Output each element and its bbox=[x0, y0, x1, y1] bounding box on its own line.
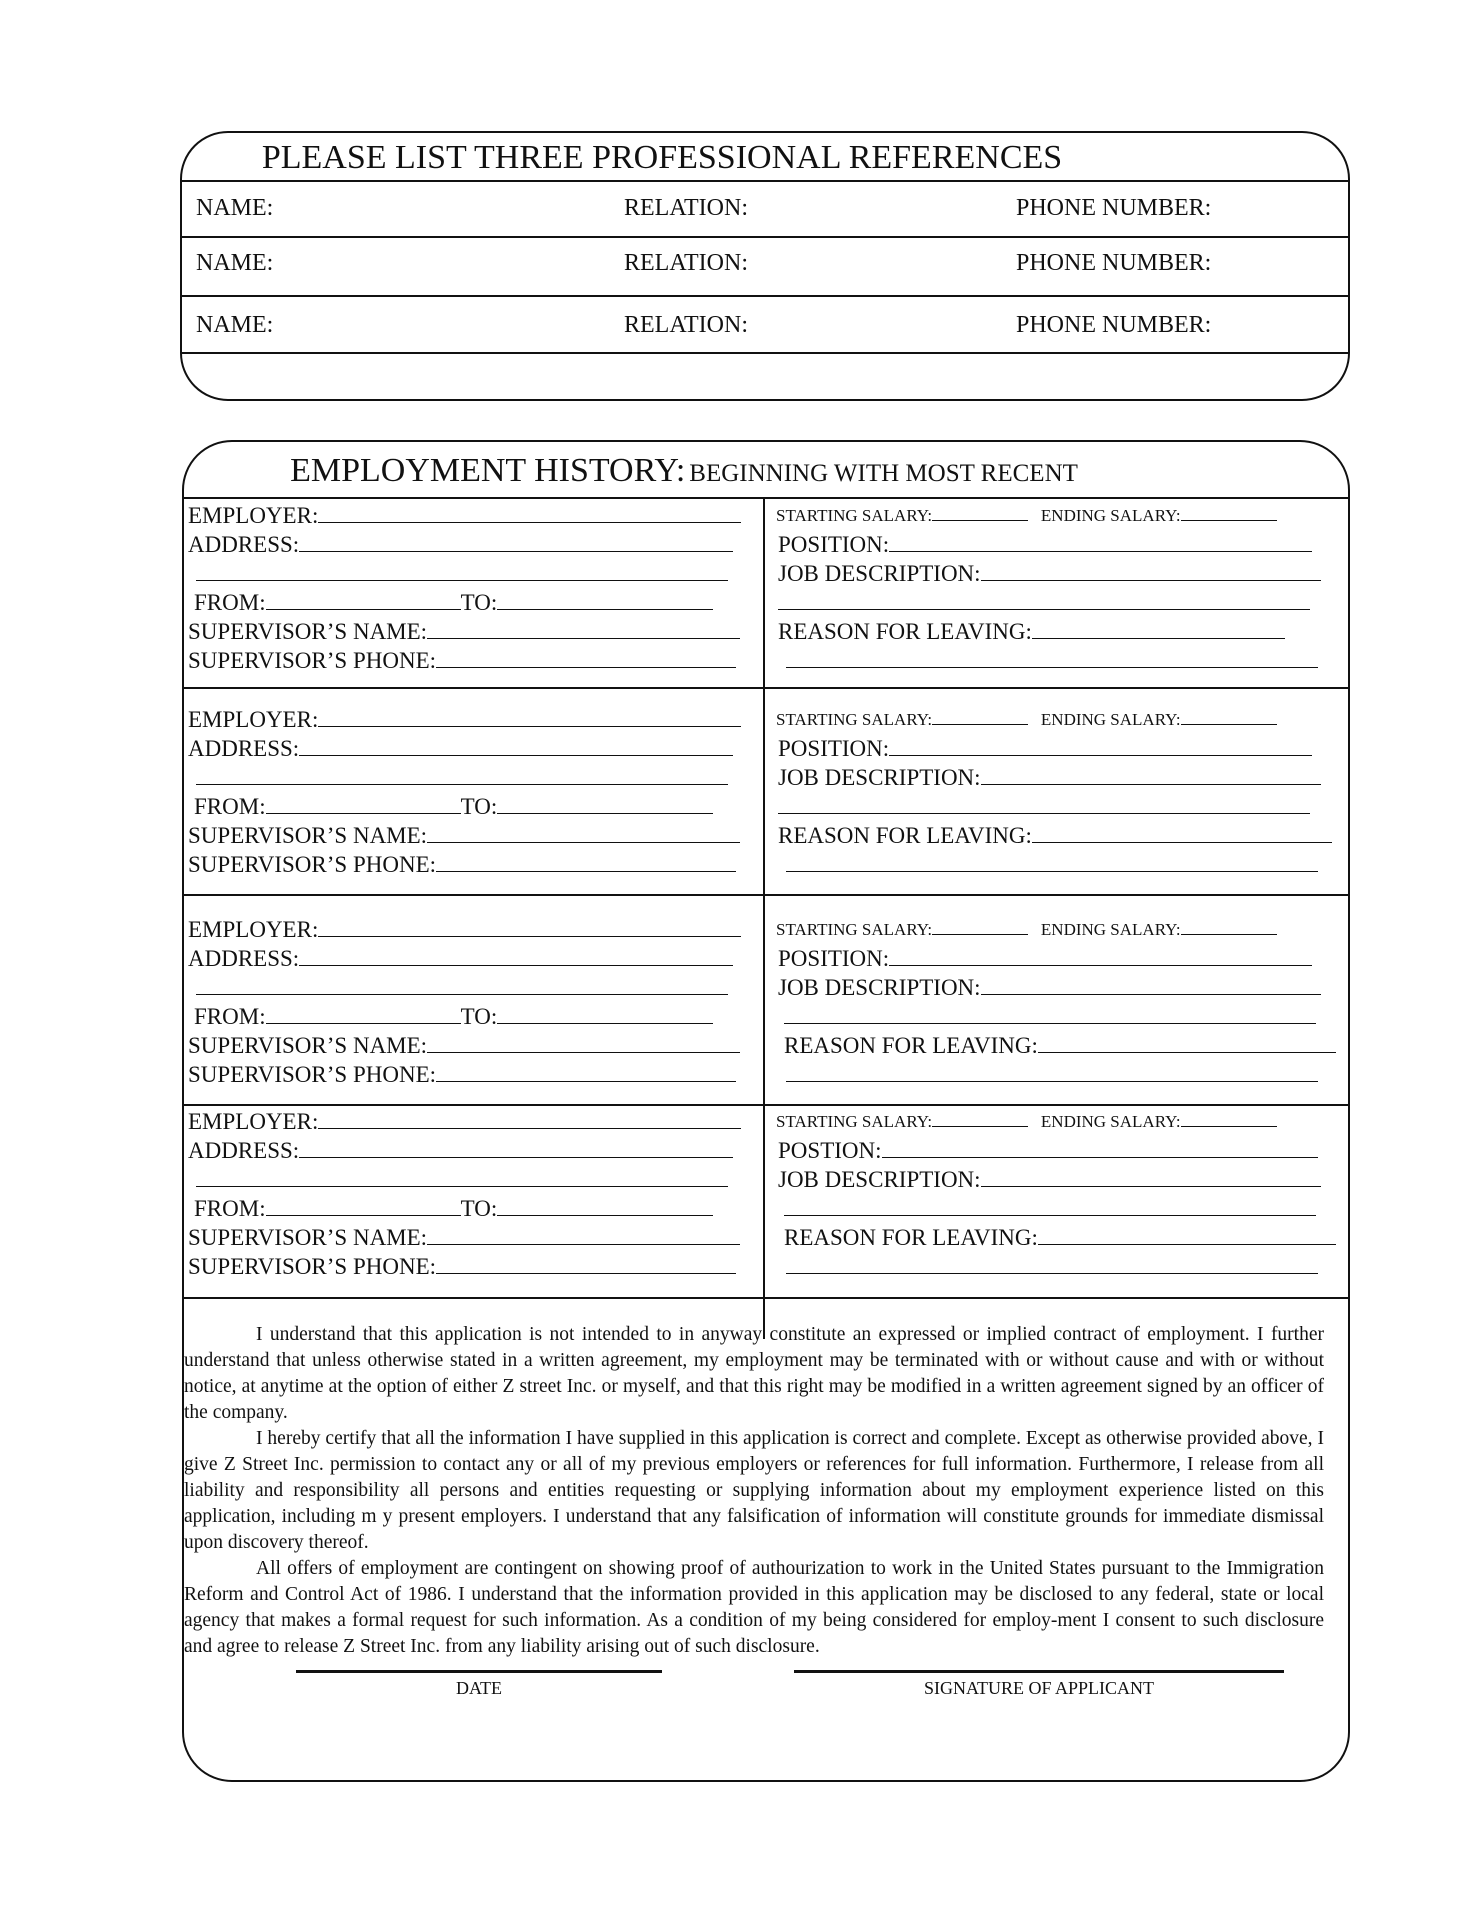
reason-for-leaving-field[interactable]: REASON FOR LEAVING: bbox=[784, 1224, 1336, 1252]
address-line-2[interactable] bbox=[196, 1166, 728, 1194]
job-description-line-2[interactable] bbox=[778, 793, 1310, 821]
reference-relation-label: RELATION: bbox=[624, 250, 748, 276]
salary-field[interactable]: STARTING SALARY: ENDING SALARY: bbox=[776, 502, 1277, 530]
legal-statement bbox=[184, 1322, 1324, 1660]
reason-for-leaving-field[interactable]: REASON FOR LEAVING: bbox=[784, 1032, 1336, 1060]
legal-paragraph: I understand that this application is not intended to in anyway constitute an expressed or implied contract of employment. I further understand that unless otherwise stated in a written agreement, my employment may be terminated with or without cause and with or without notice, at anytime at the option of either Z street Inc. or myself, and that this right may be modified in a written agreement signed by an officer of the company. bbox=[184, 1324, 1324, 1423]
date-label: DATE bbox=[456, 1678, 502, 1698]
divider bbox=[182, 497, 1350, 499]
supervisor-phone-field[interactable]: SUPERVISOR’S PHONE: bbox=[188, 851, 736, 879]
supervisor-phone-field[interactable]: SUPERVISOR’S PHONE: bbox=[188, 1253, 736, 1281]
reason-line-2[interactable] bbox=[786, 647, 1318, 675]
legal-paragraph: I hereby certify that all the information I have supplied in this application is correct and complete. Except as otherwise provided above, I give Z Street Inc. permission to contact any or all of my previous employers or references for full information. Furthermore, I release from all liability and responsibility all persons and entities requesting or supplying information about my employment experience listed on this application, including m y present employers. I understand that any falsification of information will constitute grounds for immediate dismissal upon discovery thereof. bbox=[184, 1428, 1324, 1553]
divider bbox=[182, 687, 1350, 689]
employer-field[interactable]: EMPLOYER: bbox=[188, 1108, 741, 1136]
column-divider bbox=[763, 497, 765, 1339]
signature-line[interactable] bbox=[794, 1670, 1284, 1673]
job-description-field[interactable]: JOB DESCRIPTION: bbox=[778, 1166, 1321, 1194]
references-section bbox=[180, 131, 1350, 401]
reference-name-label: NAME: bbox=[196, 312, 274, 338]
supervisor-name-field[interactable]: SUPERVISOR’S NAME: bbox=[188, 1032, 740, 1060]
divider bbox=[182, 1297, 1350, 1299]
job-description-field[interactable]: JOB DESCRIPTION: bbox=[778, 560, 1321, 588]
address-field[interactable]: ADDRESS: bbox=[188, 735, 733, 763]
reference-phone-label: PHONE NUMBER: bbox=[1016, 312, 1212, 338]
position-field[interactable]: POSTION: bbox=[778, 1137, 1318, 1165]
job-description-field[interactable]: JOB DESCRIPTION: bbox=[778, 974, 1321, 1002]
reference-phone-label: PHONE NUMBER: bbox=[1016, 250, 1212, 276]
reference-relation-label: RELATION: bbox=[624, 312, 748, 338]
employer-field[interactable]: EMPLOYER: bbox=[188, 916, 741, 944]
employment-history-section bbox=[182, 440, 1350, 1782]
supervisor-name-field[interactable]: SUPERVISOR’S NAME: bbox=[188, 618, 740, 646]
reference-phone-label: PHONE NUMBER: bbox=[1016, 195, 1212, 221]
address-field[interactable]: ADDRESS: bbox=[188, 945, 733, 973]
job-description-line-2[interactable] bbox=[778, 589, 1310, 617]
employer-field[interactable]: EMPLOYER: bbox=[188, 706, 741, 734]
job-description-line-2[interactable] bbox=[784, 1195, 1316, 1223]
date-line[interactable] bbox=[296, 1670, 662, 1673]
reference-relation-label: RELATION: bbox=[624, 195, 748, 221]
employer-field[interactable]: EMPLOYER: bbox=[188, 502, 741, 530]
position-field[interactable]: POSITION: bbox=[778, 735, 1312, 763]
address-line-2[interactable] bbox=[196, 764, 728, 792]
reason-for-leaving-field[interactable]: REASON FOR LEAVING: bbox=[778, 822, 1332, 850]
legal-paragraph: All offers of employment are contingent on showing proof of authourization to work in the United States pursuant to the Immigration Reform and Control Act of 1986. I understand that the information provided in this application may be disclosed to any federal, state or local agency that makes a formal request for such information. As a condition of my being considered for employ-ment I consent to such disclosure and agree to release Z Street Inc. from any liability arising out of such disclosure. bbox=[184, 1558, 1324, 1657]
supervisor-name-field[interactable]: SUPERVISOR’S NAME: bbox=[188, 1224, 740, 1252]
address-line-2[interactable] bbox=[196, 560, 728, 588]
job-description-line-2[interactable] bbox=[784, 1003, 1316, 1031]
salary-field[interactable]: STARTING SALARY: ENDING SALARY: bbox=[776, 1108, 1277, 1136]
reference-name-label: NAME: bbox=[196, 195, 274, 221]
reason-for-leaving-field[interactable]: REASON FOR LEAVING: bbox=[778, 618, 1285, 646]
supervisor-phone-field[interactable]: SUPERVISOR’S PHONE: bbox=[188, 1061, 736, 1089]
reason-line-2[interactable] bbox=[786, 1253, 1318, 1281]
reference-row bbox=[182, 235, 1348, 291]
reference-name-label: NAME: bbox=[196, 250, 274, 276]
from-to-field[interactable]: FROM: TO: bbox=[194, 1195, 713, 1223]
job-description-field[interactable]: JOB DESCRIPTION: bbox=[778, 764, 1321, 792]
from-to-field[interactable]: FROM: TO: bbox=[194, 589, 713, 617]
signature-label: SIGNATURE OF APPLICANT bbox=[923, 1678, 1155, 1698]
address-line-2[interactable] bbox=[196, 974, 728, 1002]
reason-line-2[interactable] bbox=[786, 851, 1318, 879]
divider bbox=[182, 894, 1350, 896]
employment-history-title bbox=[184, 446, 1184, 496]
from-to-field[interactable]: FROM: TO: bbox=[194, 1003, 713, 1031]
employment-title-main: EMPLOYMENT HISTORY: bbox=[290, 452, 686, 489]
reference-row bbox=[182, 180, 1348, 236]
from-to-field[interactable]: FROM: TO: bbox=[194, 793, 713, 821]
salary-field[interactable]: STARTING SALARY: ENDING SALARY: bbox=[776, 706, 1277, 734]
address-field[interactable]: ADDRESS: bbox=[188, 531, 733, 559]
supervisor-name-field[interactable]: SUPERVISOR’S NAME: bbox=[188, 822, 740, 850]
salary-field[interactable]: STARTING SALARY: ENDING SALARY: bbox=[776, 916, 1277, 944]
reference-row bbox=[182, 297, 1348, 353]
reason-line-2[interactable] bbox=[786, 1061, 1318, 1089]
supervisor-phone-field[interactable]: SUPERVISOR’S PHONE: bbox=[188, 647, 736, 675]
position-field[interactable]: POSITION: bbox=[778, 945, 1312, 973]
divider bbox=[182, 1104, 1350, 1106]
position-field[interactable]: POSITION: bbox=[778, 531, 1312, 559]
employment-title-sub: BEGINNING WITH MOST RECENT bbox=[689, 460, 1078, 487]
address-field[interactable]: ADDRESS: bbox=[188, 1137, 733, 1165]
divider bbox=[182, 352, 1348, 354]
references-title: PLEASE LIST THREE PROFESSIONAL REFERENCES bbox=[261, 139, 1063, 176]
